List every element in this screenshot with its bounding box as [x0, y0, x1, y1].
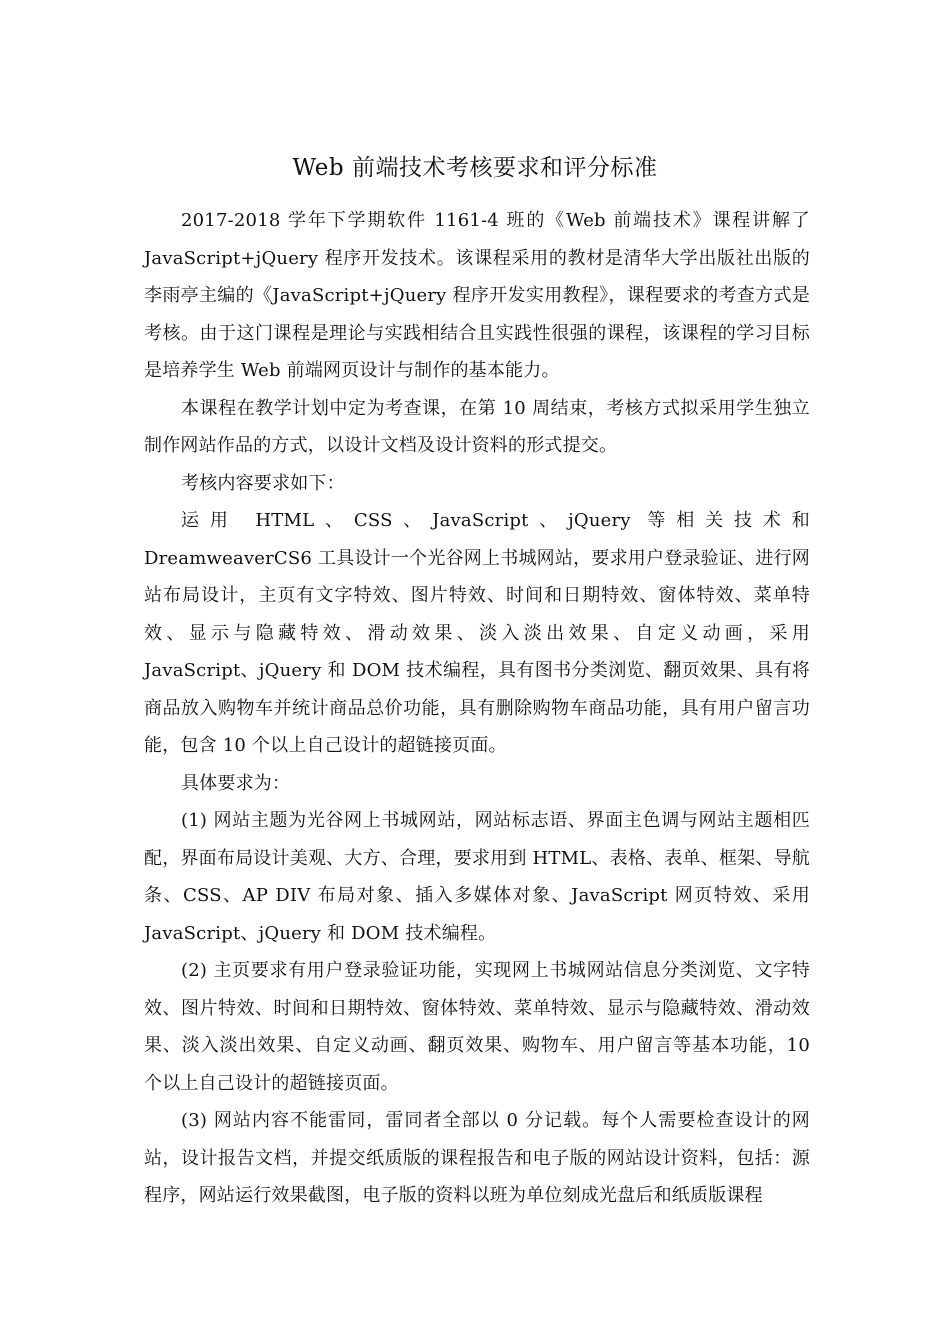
- paragraph-assessment-type: 本课程在教学计划中定为考查课，在第 10 周结束，考核方式拟采用学生独立制作网站作品的方式，以设计文档及设计资料的形式提交。: [144, 397, 810, 456]
- document-body: [144, 202, 810, 1215]
- paragraph-requirements-heading: 具体要求为：: [181, 772, 291, 794]
- paragraph-content-heading: 考核内容要求如下：: [181, 472, 345, 494]
- paragraph-content-description: 运用 HTML、CSS、JavaScript、jQuery 等相关技术和 DreamweaverCS6 工具设计一个光谷网上书城网站，要求用户登录验证、进行网站布局设计，主页有文字特效、图片特效、时间和日期特效、窗体特效、菜单特效、显示与隐藏特效、滑动效果、淡入淡出效果、自定义动画，采用 JavaScript、jQuery 和 DOM 技术编程，具有图书分类浏览、翻页效果、具有将商品放入购物车并统计商品总价功能，具有删除购物车商品功能，具有用户留言功能，包含 10 个以上自己设计的超链接页面。: [144, 510, 810, 756]
- paragraph-requirement-2: (2) 主页要求有用户登录验证功能，实现网上书城网站信息分类浏览、文字特效、图片特效、时间和日期特效、窗体特效、菜单特效、显示与隐藏特效、滑动效果、淡入淡出效果、自定义动画、翻页效果、购物车、用户留言等基本功能，10 个以上自己设计的超链接页面。: [144, 960, 810, 1094]
- paragraph-intro: 2017-2018 学年下学期软件 1161-4 班的《Web 前端技术》课程讲解了JavaScript+jQuery 程序开发技术。该课程采用的教材是清华大学出版社出版的李雨亭主编的《JavaScript+jQuery 程序开发实用教程》，课程要求的考查方式是考核。由于这门课程是理论与实践相结合且实践性很强的课程，该课程的学习目标是培养学生 Web 前端网页设计与制作的基本能力。: [144, 210, 810, 381]
- paragraph-requirement-1: (1) 网站主题为光谷网上书城网站，网站标志语、界面主色调与网站主题相匹配，界面布局设计美观、大方、合理，要求用到 HTML、表格、表单、框架、导航条、CSS、AP DIV 布局对象、插入多媒体对象、JavaScript 网页特效、采用 JavaScript、jQuery 和 DOM 技术编程。: [144, 810, 810, 944]
- paragraph-requirement-3: (3) 网站内容不能雷同，雷同者全部以 0 分记载。每个人需要检查设计的网站，设计报告文档，并提交纸质版的课程报告和电子版的网站设计资料，包括：源程序，网站运行效果截图，电子版的资料以班为单位刻成光盘后和纸质版课程: [144, 1110, 810, 1206]
- document-title: Web 前端技术考核要求和评分标准: [292, 155, 658, 181]
